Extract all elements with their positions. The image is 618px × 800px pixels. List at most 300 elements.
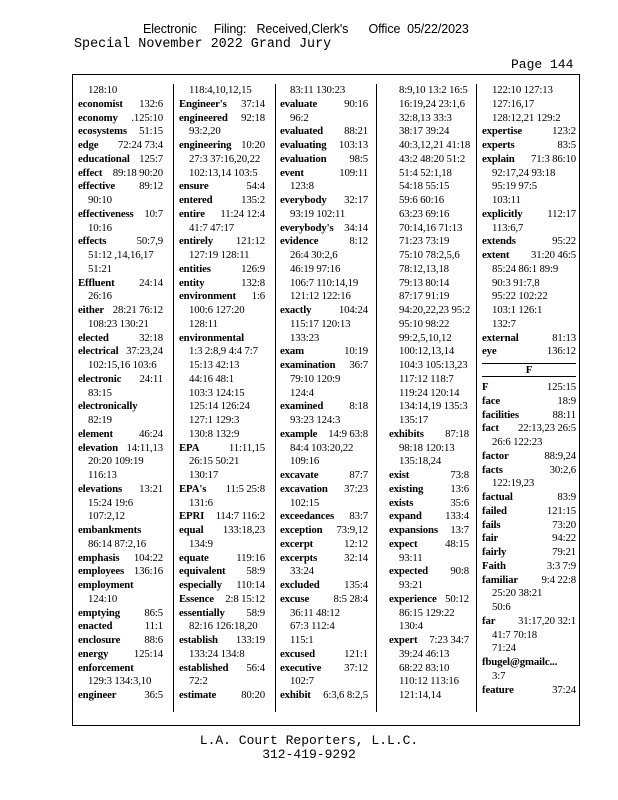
index-term: environmental: [179, 331, 245, 344]
index-entry: [78, 277, 163, 291]
index-entry: [280, 579, 368, 593]
index-entry: [179, 332, 265, 346]
index-page-refs: 3:3 7:9: [546, 559, 576, 572]
index-entry: [482, 422, 576, 436]
index-continuation: 124:4: [290, 386, 314, 399]
grand-jury-title: Special November 2022 Grand Jury: [74, 37, 332, 52]
index-page-refs: 83:5: [557, 139, 576, 151]
index-continuation: 119:24 120:14: [399, 386, 460, 399]
index-continuation: 33:24: [290, 565, 314, 578]
index-continuation: 103:11: [492, 194, 521, 206]
index-page-refs: 51:15: [139, 125, 163, 138]
index-page-refs: 89:12: [139, 180, 163, 193]
index-entry: [78, 648, 163, 662]
index-term: evaluated: [280, 125, 324, 138]
index-continuation: 27:3 37:16,20,22: [189, 152, 261, 165]
index-entry: [482, 208, 576, 222]
index-page-refs: 103:13: [338, 139, 368, 151]
index-continuation: 32:8,13 33:3: [399, 111, 452, 124]
index-continuation: 109:16: [290, 455, 320, 468]
index-continuation: 107:2,12: [88, 510, 125, 523]
index-entry: [482, 656, 576, 670]
index-continuation: 122:19,23: [492, 477, 535, 490]
index-page-refs: 119:16: [236, 551, 265, 564]
index-entry: [78, 607, 163, 621]
index-term: electronically: [78, 400, 138, 413]
index-column-4: [389, 84, 469, 714]
index-entry: [482, 249, 576, 263]
index-page-refs: 121:12: [235, 235, 265, 248]
index-column-5: [482, 84, 576, 714]
index-term: economist: [78, 97, 123, 110]
index-term: everybody's: [280, 221, 334, 234]
index-continuation: 84:4 103:20,22: [290, 441, 354, 454]
index-page-refs: 1:6: [251, 290, 265, 303]
index-term: elevation: [78, 441, 119, 454]
index-term: existing: [389, 482, 424, 495]
index-page-refs: 132:6: [139, 97, 163, 110]
index-term: evaluate: [280, 97, 318, 110]
index-entry: [179, 290, 265, 304]
index-term: Engineer's: [179, 97, 227, 110]
index-entry: [78, 634, 163, 648]
index-page-refs: 83:9: [557, 491, 576, 503]
index-continuation: 72:2: [189, 675, 208, 688]
column-divider: [173, 84, 174, 712]
index-page-refs: 11:11,15: [228, 441, 265, 454]
index-term: expected: [389, 565, 428, 578]
index-page-refs: 30:2,6: [549, 463, 576, 476]
index-page-refs: 109:11: [339, 166, 368, 179]
index-entry: [389, 483, 469, 497]
index-continuation: 127:1 129:3: [189, 414, 240, 426]
index-continuation: 26:4 30:2,6: [290, 249, 338, 261]
index-term: establish: [179, 634, 218, 646]
index-entry: [179, 112, 265, 126]
index-page-refs: 37:24: [552, 683, 576, 696]
index-continuation: 59:6 60:16: [399, 194, 444, 206]
index-page-refs: 35:6: [450, 496, 469, 509]
index-continuation: 103:1 126:1: [492, 304, 543, 316]
index-entry: [389, 565, 469, 579]
index-continuation: 83:15: [88, 386, 112, 399]
index-continuation: 102:15: [290, 496, 320, 509]
index-entry: [78, 139, 163, 153]
index-page-refs: .125:10: [131, 111, 163, 124]
index-entry: [179, 524, 265, 538]
index-page-refs: 12:12: [344, 537, 368, 550]
index-page-refs: 73:9,12: [336, 524, 368, 536]
index-continuation: 133:24 134:8: [189, 647, 245, 660]
index-continuation: 96:2: [290, 111, 309, 124]
index-entry: [78, 153, 163, 167]
index-entry: [179, 552, 265, 566]
index-entry: [280, 552, 368, 566]
index-continuation: 135:18,24: [399, 455, 442, 468]
index-term: Effluent: [78, 276, 115, 289]
reporter-company: L.A. Court Reporters, L.L.C.: [199, 733, 419, 748]
index-entry: [179, 442, 265, 456]
index-continuation: 16:19,24 23:1,6: [399, 97, 465, 110]
index-entry: [78, 112, 163, 126]
index-page-refs: 88:11: [552, 408, 576, 421]
index-entry: [179, 662, 265, 676]
index-continuation: 83:11 130:23: [290, 84, 346, 96]
index-entry: [78, 345, 163, 359]
index-entry: [280, 428, 368, 442]
index-page-refs: 125:15: [546, 381, 576, 393]
index-column-3: [280, 84, 368, 714]
index-entry: [280, 400, 368, 414]
index-term: face: [482, 394, 500, 407]
index-page-refs: 28:21 76:12: [112, 304, 163, 316]
index-continuation: 90:10: [88, 194, 112, 206]
page-number: Page 144: [511, 57, 574, 72]
index-page-refs: 136:16: [133, 565, 163, 578]
index-page-refs: 98:5: [349, 152, 368, 165]
index-term: energy: [78, 647, 109, 660]
index-entry: [78, 180, 163, 194]
index-term: event: [280, 166, 304, 179]
index-continuation: 87:17 91:19: [399, 290, 450, 303]
index-entry: [78, 400, 163, 414]
index-page-refs: 11:5 25:8: [225, 482, 265, 495]
index-page-refs: 58:9: [246, 606, 265, 619]
index-continuation: 15:24 19:6: [88, 496, 133, 509]
index-continuation: 100:6 127:20: [189, 304, 245, 316]
index-continuation: 133:23: [290, 331, 320, 344]
index-continuation: 26:15 50:21: [189, 455, 240, 468]
index-term: ecosystems: [78, 125, 127, 138]
index-continuation: 100:12,13,14: [399, 345, 455, 358]
index-entry: [280, 524, 368, 538]
index-page-refs: 110:14: [236, 579, 265, 591]
index-continuation: 70:14,16 71:13: [399, 221, 463, 234]
index-page-refs: 81:13: [552, 331, 576, 344]
index-continuation: 95:19 97:5: [492, 180, 537, 193]
index-term: extent: [482, 249, 510, 261]
index-page-refs: 133:19: [235, 634, 265, 646]
index-continuation: 68:22 83:10: [399, 661, 450, 674]
index-entry: [482, 615, 576, 629]
index-page-refs: 46:24: [139, 427, 163, 440]
index-page-refs: 136:12: [546, 345, 576, 358]
index-page-refs: 87:7: [349, 469, 368, 481]
index-entry: [482, 235, 576, 249]
index-page-refs: 90:8: [450, 565, 469, 578]
index-page-refs: 13:6: [450, 482, 469, 495]
index-continuation: 1:3 2:8,9 4:4 7:7: [189, 345, 258, 358]
index-entry: [78, 579, 163, 593]
index-continuation: 86:14 87:2,16: [88, 537, 147, 550]
index-page-refs: 10:7: [144, 207, 163, 220]
index-term: emptying: [78, 606, 120, 619]
index-entry: [482, 505, 576, 519]
index-page-refs: 14:11,13: [126, 441, 163, 454]
index-term: established: [179, 661, 229, 674]
index-entry: [280, 538, 368, 552]
index-entry: [179, 263, 265, 277]
index-term: enacted: [78, 620, 113, 633]
index-term: exceedances: [280, 510, 335, 523]
index-continuation: 93:11: [399, 551, 423, 564]
index-continuation: 124:10: [88, 592, 118, 605]
index-entry: [280, 125, 368, 139]
index-term: ensure: [179, 180, 209, 193]
index-continuation: 121:14,14: [399, 689, 442, 701]
index-continuation: 130:17: [189, 469, 219, 481]
index-continuation: 108:23 130:21: [88, 317, 149, 330]
index-entry: [482, 546, 576, 560]
index-continuation: 51:4 52:1,18: [399, 166, 452, 179]
column-divider: [275, 84, 276, 712]
index-continuation: 127:19 128:11: [189, 249, 250, 261]
index-entry: [179, 689, 265, 703]
index-page-refs: 31:20 46:5: [531, 249, 576, 261]
index-continuation: 82:19: [88, 414, 112, 426]
index-page-refs: 48:15: [445, 537, 469, 550]
index-term: embankments: [78, 524, 142, 536]
index-term: expert: [389, 634, 418, 646]
index-term: explicitly: [482, 207, 523, 220]
index-continuation: 71:24: [492, 642, 516, 655]
index-term: emphasis: [78, 551, 120, 564]
index-continuation: 95:10 98:22: [399, 317, 450, 330]
index-page-refs: 125:7: [139, 152, 163, 165]
index-entry: [482, 153, 576, 167]
index-continuation: 3:7: [492, 669, 506, 682]
index-entry: [78, 428, 163, 442]
index-continuation: 10:16: [88, 221, 112, 234]
index-term: exception: [280, 524, 323, 536]
index-term: example: [280, 427, 318, 440]
index-term: evidence: [280, 235, 319, 248]
index-term: extends: [482, 235, 516, 248]
index-term: excavation: [280, 482, 328, 495]
index-page-refs: 73:20: [552, 518, 576, 531]
index-continuation: 41:7 47:17: [189, 221, 234, 234]
index-continuation: 135:17: [399, 414, 429, 426]
index-term: enclosure: [78, 634, 121, 646]
index-continuation: 134:14,19 135:3: [399, 400, 468, 413]
index-page-refs: 36:7: [349, 359, 368, 371]
index-term: facilities: [482, 408, 519, 421]
index-term: exactly: [280, 304, 312, 316]
index-term: elected: [78, 331, 109, 344]
index-continuation: 39:24 46:13: [399, 647, 450, 660]
index-term: evaluating: [280, 139, 327, 151]
index-term: exist: [389, 469, 410, 481]
index-page-refs: 11:24 12:4: [220, 207, 265, 220]
index-term: engineering: [179, 139, 232, 151]
index-continuation: 125:14 126:24: [189, 400, 250, 413]
index-page-refs: 79:21: [552, 546, 576, 558]
index-entry: [482, 395, 576, 409]
index-continuation: 113:6,7: [492, 221, 524, 234]
index-page-refs: 22:13,23 26:5: [517, 422, 576, 435]
index-continuation: 75:10 78:2,5,6: [399, 249, 460, 261]
index-term: EPA's: [179, 482, 207, 495]
index-continuation: 43:2 48:20 51:2: [399, 152, 466, 165]
index-term: fails: [482, 518, 501, 531]
index-continuation: 20:20 109:19: [88, 455, 144, 468]
index-term: evaluation: [280, 152, 327, 165]
index-page-refs: 89:18 90:20: [112, 166, 163, 179]
index-page-refs: 88:21: [344, 125, 368, 138]
index-continuation: 134:9: [189, 537, 213, 550]
index-continuation: 131:6: [189, 496, 213, 509]
index-term: factor: [482, 449, 509, 462]
index-entry: [280, 662, 368, 676]
index-continuation: 78:12,13,18: [399, 262, 449, 275]
index-continuation: 130:4: [399, 620, 423, 633]
index-term: effects: [78, 235, 107, 248]
index-page-refs: 114:7 116:2: [215, 510, 265, 523]
index-entry: [78, 565, 163, 579]
index-term: EPRI: [179, 510, 205, 523]
index-term: expand: [389, 510, 422, 523]
reporter-phone: 312-419-9292: [262, 747, 356, 762]
index-continuation: 132:7: [492, 317, 516, 330]
index-term: F: [482, 381, 489, 393]
index-term: facts: [482, 463, 503, 476]
index-term: entity: [179, 276, 205, 289]
index-continuation: 63:23 69:16: [399, 207, 450, 220]
index-entry: [482, 464, 576, 478]
index-continuation: 104:3 105:13,23: [399, 359, 468, 371]
index-term: examination: [280, 359, 336, 371]
index-continuation: 93:19 102:11: [290, 207, 346, 220]
index-page-refs: 123:2: [552, 125, 576, 138]
index-page-refs: 10:20: [241, 139, 265, 151]
index-term: exists: [389, 496, 414, 509]
index-page-refs: 31:17,20 32:1: [517, 614, 576, 627]
index-entry: [280, 167, 368, 181]
index-continuation: 26:16: [88, 290, 112, 303]
index-term: expect: [389, 537, 418, 550]
index-continuation: 122:10 127:13: [492, 84, 553, 96]
index-term: environment: [179, 290, 236, 303]
index-entry: [179, 180, 265, 194]
index-term: entered: [179, 194, 213, 206]
index-continuation: 116:13: [88, 469, 117, 481]
index-page-refs: 80:20: [241, 689, 265, 701]
index-page-refs: 88:9,24: [544, 449, 576, 462]
index-page-refs: 73:8: [450, 469, 469, 481]
index-continuation: 38:17 39:24: [399, 125, 450, 138]
index-entry: [179, 634, 265, 648]
index-page-refs: 50:12: [445, 592, 469, 605]
index-term: edge: [78, 139, 99, 151]
index-term: essentially: [179, 606, 225, 619]
index-term: equate: [179, 551, 209, 564]
index-entry: [280, 304, 368, 318]
index-page-refs: 133:4: [445, 510, 469, 523]
index-continuation: 102:7: [290, 675, 314, 688]
index-page-refs: 32:17: [344, 194, 368, 206]
index-entry: [389, 524, 469, 538]
index-continuation: 50:6: [492, 601, 511, 613]
index-continuation: 127:16,17: [492, 97, 535, 110]
index-continuation: 85:24 86:1 89:9: [492, 262, 559, 275]
index-continuation: 102:13,14 103:5: [189, 166, 258, 179]
index-page-refs: 54:4: [246, 180, 265, 193]
index-continuation: 95:22 102:22: [492, 290, 548, 303]
index-continuation: 123:8: [290, 180, 314, 193]
index-page-refs: 58:9: [246, 565, 265, 578]
index-page-refs: 6:3,6 8:2,5: [323, 689, 368, 701]
index-page-refs: 32:18: [139, 331, 163, 344]
index-page-refs: 126:9: [241, 262, 265, 275]
index-page-refs: 92:18: [241, 111, 265, 124]
index-entry: [389, 469, 469, 483]
index-page-refs: 14:9 63:8: [328, 427, 368, 440]
index-continuation: 115:17 120:13: [290, 317, 351, 330]
index-continuation: 118:4,10,12,15: [189, 84, 252, 96]
index-column-1: [78, 84, 163, 714]
index-term: fair: [482, 532, 499, 545]
index-entry: [78, 689, 163, 703]
index-entry: [482, 532, 576, 546]
index-entry: [179, 510, 265, 524]
index-term: external: [482, 331, 519, 344]
index-continuation: 128:10: [88, 84, 118, 96]
index-continuation: 54:18 55:15: [399, 180, 450, 193]
index-term: equal: [179, 524, 204, 536]
index-entry: [179, 194, 265, 208]
index-term: engineer: [78, 689, 117, 701]
index-continuation: 86:15 129:22: [399, 606, 455, 619]
index-continuation: 26:6 122:23: [492, 436, 543, 448]
index-term: educational: [78, 152, 130, 165]
index-term: Faith: [482, 559, 506, 572]
index-term: excerpts: [280, 551, 318, 564]
index-entry: [389, 497, 469, 511]
index-term: element: [78, 427, 113, 440]
index-term: employees: [78, 565, 125, 578]
index-entry: [280, 235, 368, 249]
index-term: entire: [179, 207, 205, 220]
index-continuation: 93:23 124:3: [290, 414, 341, 426]
index-entry: [179, 565, 265, 579]
index-entry: [179, 208, 265, 222]
index-page-refs: 10:19: [344, 345, 368, 358]
index-entry: [482, 381, 576, 395]
index-page-refs: 83:7: [349, 510, 368, 523]
index-continuation: 99:2,5,10,12: [399, 331, 452, 344]
column-divider: [476, 84, 477, 712]
index-page-refs: 37:23,24: [126, 345, 163, 358]
index-page-refs: 71:3 86:10: [531, 152, 576, 165]
index-page-refs: 34:14: [344, 221, 368, 234]
index-term: fact: [482, 422, 499, 435]
index-page-refs: 87:18: [445, 427, 469, 440]
index-term: examined: [280, 400, 324, 413]
index-entry: [482, 450, 576, 464]
index-term: excuse: [280, 592, 310, 605]
index-page-refs: 132:8: [241, 276, 265, 289]
index-term: excerpt: [280, 537, 314, 550]
index-continuation: 129:3 134:3,10: [88, 675, 152, 688]
column-divider: [376, 84, 377, 712]
index-term: feature: [482, 683, 514, 696]
index-entry: [280, 648, 368, 662]
index-page-refs: 86:5: [144, 606, 163, 619]
index-continuation: 93:21: [399, 579, 423, 591]
index-entry: [78, 442, 163, 456]
index-page-refs: 13:21: [139, 482, 163, 495]
index-term: expertise: [482, 125, 523, 138]
